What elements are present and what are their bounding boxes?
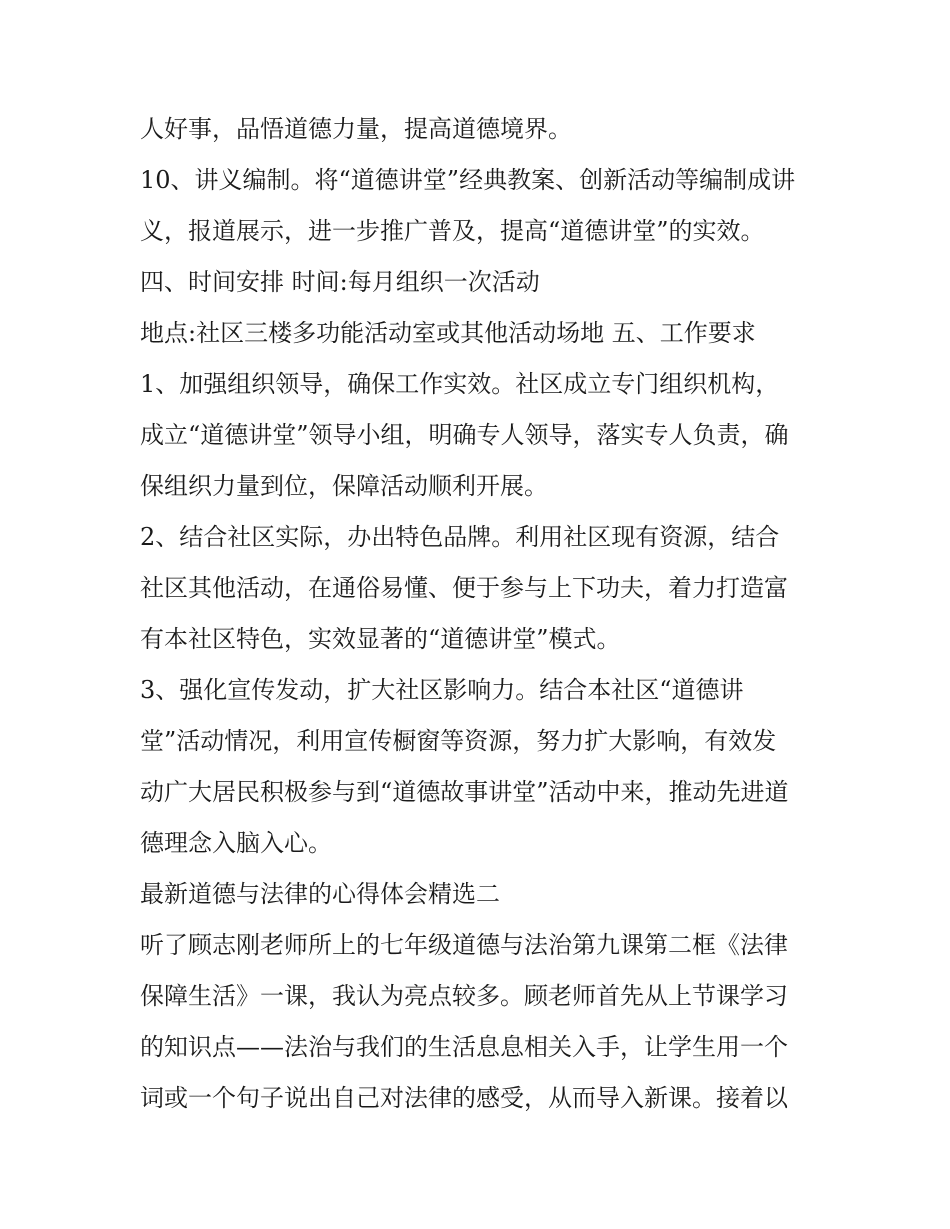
text-line: 义，报道展示，进一步推广普及，提高“道德讲堂”的实效。 (140, 217, 765, 245)
text-line: 德理念入脑入心。 (140, 829, 332, 857)
text-line: 听了顾志刚老师所上的七年级道德与法治第九课第二框《法律 (140, 931, 788, 959)
text-line: 的知识点——法治与我们的生活息息相关入手，让学生用一个 (140, 1033, 788, 1061)
text-line: 1、加强组织领导，确保工作实效。社区成立专门组织机构， (140, 370, 780, 398)
text-line: 词或一个句子说出自己对法律的感受，从而导入新课。接着以 (140, 1084, 788, 1112)
text-line: 社区其他活动，在通俗易懂、便于参与上下功夫，着力打造富 (140, 574, 788, 602)
text-line: 3、强化宣传发动，扩大社区影响力。结合本社区“道德讲 (140, 676, 744, 704)
text-line: 地点:社区三楼多功能活动室或其他活动场地 五、工作要求 (140, 319, 756, 347)
section-heading-schedule: 四、时间安排 时间:每月组织一次活动 (140, 268, 540, 296)
text-line: 保障生活》一课，我认为亮点较多。顾老师首先从上节课学习 (140, 982, 788, 1010)
text-line: 2、结合社区实际，办出特色品牌。利用社区现有资源，结合 (140, 523, 780, 551)
text-line: 保组织力量到位，保障活动顺利开展。 (140, 472, 548, 500)
section-title: 最新道德与法律的心得体会精选二 (140, 880, 500, 908)
text-line: 有本社区特色，实效显著的“道德讲堂”模式。 (140, 625, 621, 653)
text-line: 堂”活动情况，利用宣传橱窗等资源，努力扩大影响，有效发 (140, 727, 777, 755)
text-line: 动广大居民积极参与到“道德故事讲堂”活动中来，推动先进道 (140, 778, 789, 806)
text-line: 10、讲义编制。将“道德讲堂”经典教案、创新活动等编制成讲 (140, 166, 796, 194)
text-line: 人好事，品悟道德力量，提高道德境界。 (140, 115, 572, 143)
document-body (140, 104, 830, 1124)
text-line: 成立“道德讲堂”领导小组，明确专人领导，落实专人负责，确 (140, 421, 789, 449)
